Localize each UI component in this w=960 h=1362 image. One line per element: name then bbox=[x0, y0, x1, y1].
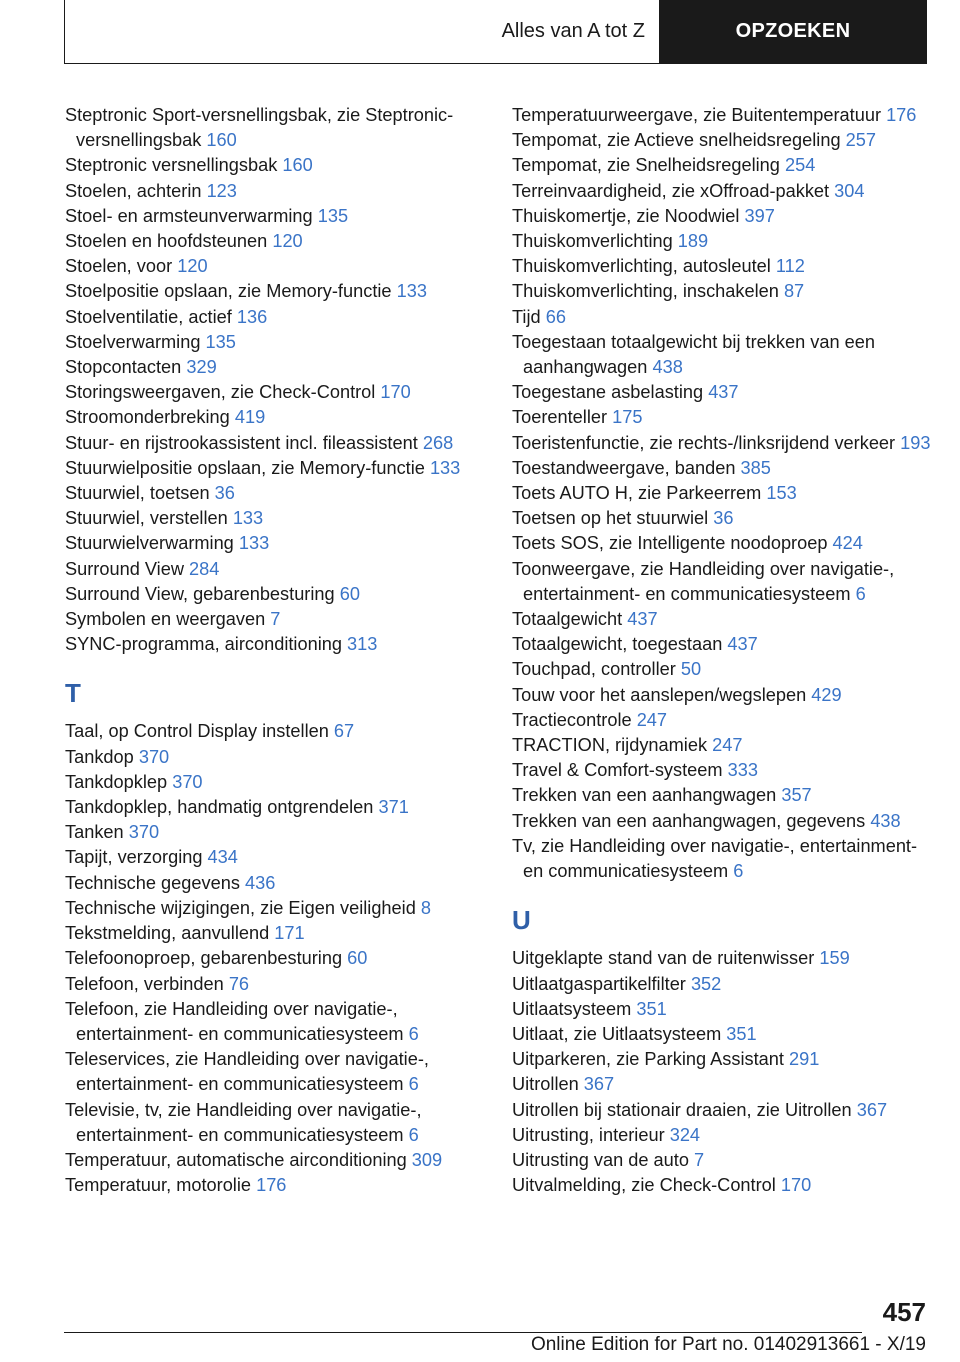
index-entry bbox=[512, 204, 932, 229]
index-entry bbox=[65, 845, 485, 870]
index-entry bbox=[65, 305, 485, 330]
page-link[interactable]: 357 bbox=[781, 785, 812, 806]
index-entry bbox=[65, 820, 485, 845]
page-link[interactable]: 193 bbox=[900, 432, 931, 453]
page-link[interactable]: 120 bbox=[272, 231, 303, 252]
page-link[interactable]: 7 bbox=[694, 1149, 705, 1170]
index-entry-text: Teleservices, zie Handleiding over navigatie-, entertainment- en communicatiesysteem bbox=[65, 1049, 429, 1095]
index-entry-text: Surround View bbox=[65, 558, 184, 579]
index-column-left bbox=[65, 103, 485, 1198]
page-link[interactable]: 313 bbox=[347, 634, 378, 655]
index-entry bbox=[65, 103, 485, 153]
index-column-right bbox=[512, 103, 932, 1198]
index-entry-text: SYNC-programma, airconditioning bbox=[65, 634, 342, 655]
index-entry-text: Tekstmelding, aanvullend bbox=[65, 923, 270, 944]
page-link[interactable]: 385 bbox=[740, 457, 771, 478]
index-entry bbox=[65, 1148, 485, 1173]
index-entry-text: Toegestaan totaalgewicht bij trekken van een aanhangwagen bbox=[512, 331, 875, 378]
page-link[interactable]: 6 bbox=[408, 1074, 419, 1095]
page-link[interactable]: 333 bbox=[727, 760, 758, 781]
index-entry bbox=[512, 972, 932, 997]
page-link[interactable]: 6 bbox=[408, 1023, 419, 1044]
index-entry-text: Uitrusting, interieur bbox=[512, 1124, 665, 1145]
page-link[interactable]: 36 bbox=[214, 483, 235, 504]
index-entry-text: Toerenteller bbox=[512, 407, 608, 428]
index-entry bbox=[65, 896, 485, 921]
index-entry bbox=[512, 531, 932, 556]
page-link[interactable]: 268 bbox=[422, 432, 454, 453]
page-link[interactable]: 438 bbox=[870, 810, 901, 831]
index-entry bbox=[65, 405, 485, 430]
index-list-t bbox=[65, 719, 485, 1198]
index-entry-text: Stoelverwarming bbox=[65, 331, 201, 352]
index-entry bbox=[512, 1072, 932, 1097]
index-entry-text: Symbolen en weergaven bbox=[65, 609, 266, 630]
index-entry bbox=[512, 456, 932, 481]
index-entry-text: Temperatuur, automatische airconditioning bbox=[65, 1149, 407, 1170]
index-entry-text: Uitvalmelding, zie Check-Control bbox=[512, 1175, 776, 1196]
index-entry bbox=[512, 128, 932, 153]
page-link[interactable]: 6 bbox=[855, 583, 866, 604]
index-entry-text: Toets SOS, zie Intelligente noodoproep bbox=[512, 533, 828, 554]
page-link[interactable]: 66 bbox=[545, 306, 566, 327]
index-entry bbox=[65, 770, 485, 795]
index-letter-t: T bbox=[65, 678, 81, 709]
index-entry bbox=[65, 946, 485, 971]
index-entry bbox=[512, 607, 932, 632]
page-link[interactable]: 87 bbox=[783, 281, 805, 302]
index-entry-text: Thuiskomertje, zie Noodwiel bbox=[512, 205, 740, 226]
index-entry bbox=[512, 683, 932, 708]
index-entry bbox=[512, 431, 932, 456]
index-list-t-continued bbox=[512, 103, 932, 884]
index-entry bbox=[65, 481, 485, 506]
index-entry-text: Uitlaat, zie Uitlaatsysteem bbox=[512, 1023, 722, 1044]
index-entry-text: Travel & Comfort-systeem bbox=[512, 760, 723, 781]
index-entry bbox=[512, 997, 932, 1022]
index-entry bbox=[65, 745, 485, 770]
index-entry-text: Stuurwielverwarming bbox=[65, 533, 234, 554]
index-entry-text: TRACTION, rijdynamiek bbox=[512, 735, 708, 756]
index-entry bbox=[65, 380, 485, 405]
page-link[interactable]: 123 bbox=[206, 180, 237, 201]
page-link[interactable]: 324 bbox=[669, 1124, 701, 1145]
index-entry-text: Uitlaatgaspartikelfilter bbox=[512, 973, 686, 994]
index-entry-text: Stoelpositie opslaan, zie Memory-functie bbox=[65, 281, 392, 302]
page-link[interactable]: 133 bbox=[232, 508, 264, 529]
index-entry-text: Trekken van een aanhangwagen, gegevens bbox=[512, 810, 866, 831]
opzoeken-tab[interactable]: OPZOEKEN bbox=[660, 0, 926, 63]
index-entry bbox=[65, 1173, 485, 1198]
index-entry bbox=[512, 279, 932, 304]
page-link[interactable]: 160 bbox=[206, 130, 237, 151]
index-entry-text: Stoel- en armsteunverwarming bbox=[65, 205, 313, 226]
index-entry-text: Tapijt, verzorging bbox=[65, 847, 203, 868]
footer-divider bbox=[64, 1332, 862, 1333]
index-entry bbox=[65, 972, 485, 997]
page-link[interactable]: 176 bbox=[886, 105, 917, 125]
index-entry-text: Tankdopklep bbox=[65, 771, 168, 792]
index-entry-text: Technische gegevens bbox=[65, 872, 240, 893]
page-link[interactable]: 434 bbox=[207, 847, 238, 868]
index-entry bbox=[512, 153, 932, 178]
index-entry-text: Stuurwielpositie opslaan, zie Memory-functie bbox=[65, 457, 425, 478]
page-link[interactable]: 438 bbox=[652, 357, 683, 378]
index-entry bbox=[65, 153, 485, 178]
page-link[interactable]: 437 bbox=[727, 634, 758, 655]
index-entry-text: Stopcontacten bbox=[65, 357, 182, 378]
page-link[interactable]: 397 bbox=[744, 205, 775, 226]
page-link[interactable]: 133 bbox=[238, 533, 270, 554]
index-entry bbox=[65, 921, 485, 946]
index-entry-text: Thuiskomverlichting, autosleutel bbox=[512, 256, 771, 277]
page-link[interactable]: 436 bbox=[244, 872, 276, 893]
page-link[interactable]: 136 bbox=[236, 306, 268, 327]
index-entry bbox=[512, 380, 932, 405]
index-entry-text: Uitrollen bij stationair draaien, zie Uitrollen bbox=[512, 1099, 852, 1120]
index-entry bbox=[512, 103, 932, 128]
page-link[interactable]: 76 bbox=[228, 973, 250, 994]
index-entry bbox=[512, 1148, 932, 1173]
index-entry bbox=[65, 179, 485, 204]
index-entry-text: Tractiecontrole bbox=[512, 709, 632, 730]
index-entry-text: Storingsweergaven, zie Check-Control bbox=[65, 382, 376, 403]
index-entry bbox=[512, 946, 932, 971]
index-entry-text: Toetsen op het stuurwiel bbox=[512, 508, 709, 529]
page-link[interactable]: 351 bbox=[726, 1023, 757, 1044]
page-number: 457 bbox=[882, 1297, 926, 1327]
page-link[interactable]: 135 bbox=[317, 205, 349, 226]
index-entry-text: Tankdop bbox=[65, 746, 134, 767]
index-entry-text: Toeristenfunctie, zie rechts-/linksrijdend verkeer bbox=[512, 432, 896, 453]
index-entry bbox=[512, 557, 932, 607]
page-link[interactable]: 67 bbox=[333, 721, 355, 742]
index-entry-text: Steptronic versnellingsbak bbox=[65, 155, 278, 176]
index-entry bbox=[65, 531, 485, 556]
index-entry-text: Thuiskomverlichting, inschakelen bbox=[512, 281, 779, 302]
index-entry bbox=[512, 229, 932, 254]
index-entry bbox=[65, 1098, 485, 1148]
index-entry bbox=[512, 733, 932, 758]
page-link[interactable]: 284 bbox=[189, 558, 220, 579]
index-entry bbox=[512, 1123, 932, 1148]
index-entry-text: Stuurwiel, toetsen bbox=[65, 483, 210, 504]
page-link[interactable]: 429 bbox=[811, 684, 842, 705]
index-entry bbox=[65, 1047, 485, 1097]
index-entry-text: Uitrusting van de auto bbox=[512, 1149, 689, 1170]
index-entry-text: Thuiskomverlichting bbox=[512, 231, 673, 252]
page-link[interactable]: 254 bbox=[784, 155, 816, 176]
index-entry-text: Tempomat, zie Actieve snelheidsregeling bbox=[512, 130, 841, 151]
index-entry-text: Trekken van een aanhangwagen bbox=[512, 785, 777, 806]
index-entry-text: Tanken bbox=[65, 822, 124, 843]
index-entry bbox=[512, 834, 932, 884]
page-link[interactable]: 367 bbox=[583, 1074, 615, 1095]
index-entry-text: Totaalgewicht, toegestaan bbox=[512, 634, 723, 655]
index-letter-u: U bbox=[512, 905, 531, 936]
page-link[interactable]: 247 bbox=[712, 735, 743, 756]
index-entry bbox=[512, 481, 932, 506]
index-entry-text: Toegestane asbelasting bbox=[512, 382, 704, 403]
footer-edition: Online Edition for Part no. 01402913661 - X/19 bbox=[530, 1334, 926, 1355]
page-link[interactable]: 175 bbox=[612, 407, 643, 428]
page-link[interactable]: 371 bbox=[378, 797, 409, 818]
page-link[interactable]: 437 bbox=[708, 382, 739, 403]
index-entry bbox=[512, 758, 932, 783]
index-entry-text: Totaalgewicht bbox=[512, 609, 623, 630]
index-entry bbox=[512, 657, 932, 682]
page-link[interactable]: 291 bbox=[789, 1049, 820, 1070]
page-link[interactable]: 170 bbox=[780, 1175, 812, 1196]
index-entry bbox=[512, 254, 932, 279]
page-link[interactable]: 424 bbox=[832, 533, 863, 554]
index-entry-text: Tv, zie Handleiding over navigatie-, entertainment- en communicatiesysteem bbox=[512, 835, 918, 882]
index-entry bbox=[512, 405, 932, 430]
page-link[interactable]: 133 bbox=[396, 281, 427, 302]
index-entry bbox=[65, 330, 485, 355]
index-entry bbox=[512, 632, 932, 657]
index-entry-text: Surround View, gebarenbesturing bbox=[65, 583, 335, 604]
index-entry-text: Technische wijzigingen, zie Eigen veiligheid bbox=[65, 897, 416, 918]
index-entry-text: Toestandweergave, banden bbox=[512, 457, 736, 478]
page-link[interactable]: 133 bbox=[429, 457, 461, 478]
page-link[interactable]: 60 bbox=[347, 948, 368, 969]
index-entry bbox=[65, 997, 485, 1047]
index-entry-text: Tempomat, zie Snelheidsregeling bbox=[512, 155, 780, 176]
index-entry bbox=[65, 355, 485, 380]
section-title: Alles van A tot Z bbox=[65, 0, 660, 63]
index-entry-text: Temperatuurweergave, zie Buitentemperatuur bbox=[512, 105, 881, 125]
index-entry-text: Uitrollen bbox=[512, 1074, 579, 1095]
page-header bbox=[64, 0, 927, 64]
index-entry-text: Tijd bbox=[512, 306, 541, 327]
page-link[interactable]: 159 bbox=[819, 948, 850, 969]
page-link[interactable]: 189 bbox=[677, 231, 709, 252]
index-entry-text: Telefoon, verbinden bbox=[65, 973, 224, 994]
index-entry-text: Uitgeklapte stand van de ruitenwisser bbox=[512, 948, 815, 969]
page-link[interactable]: 176 bbox=[256, 1175, 287, 1196]
page-link[interactable]: 120 bbox=[177, 256, 208, 277]
page-link[interactable]: 309 bbox=[411, 1149, 443, 1170]
index-entry bbox=[65, 719, 485, 744]
index-entry-text: Stuurwiel, verstellen bbox=[65, 508, 228, 529]
index-entry-text: Uitlaatsysteem bbox=[512, 998, 632, 1019]
page-link[interactable]: 247 bbox=[636, 709, 668, 730]
index-entry bbox=[512, 305, 932, 330]
index-entry bbox=[65, 279, 485, 304]
page-link[interactable]: 170 bbox=[380, 382, 411, 403]
page-link[interactable]: 257 bbox=[845, 130, 876, 151]
index-entry-text: Tankdopklep, handmatig ontgrendelen bbox=[65, 797, 374, 818]
index-entry bbox=[512, 1047, 932, 1072]
index-entry bbox=[65, 506, 485, 531]
index-entry-text: Stoelen, voor bbox=[65, 256, 173, 277]
index-entry bbox=[512, 1022, 932, 1047]
index-entry-text: Temperatuur, motorolie bbox=[65, 1175, 252, 1196]
index-entry-text: Terreinvaardigheid, zie xOffroad-pakket bbox=[512, 180, 830, 201]
index-entry bbox=[512, 708, 932, 733]
index-entry bbox=[512, 1173, 932, 1198]
index-entry-text: Stroomonderbreking bbox=[65, 407, 230, 428]
index-entry bbox=[512, 1098, 932, 1123]
page-link[interactable]: 135 bbox=[205, 331, 236, 352]
page-link[interactable]: 370 bbox=[138, 746, 170, 767]
index-entry bbox=[65, 871, 485, 896]
page-link[interactable]: 367 bbox=[856, 1099, 888, 1120]
page-link[interactable]: 8 bbox=[420, 897, 432, 918]
index-entry-text: Televisie, tv, zie Handleiding over navigatie-, entertainment- en communicatiesysteem bbox=[65, 1099, 422, 1145]
page-link[interactable]: 370 bbox=[128, 822, 160, 843]
index-entry-text: Toonweergave, zie Handleiding over navigatie-, entertainment- en communicatiesysteem bbox=[512, 558, 895, 604]
index-entry bbox=[512, 179, 932, 204]
page-link[interactable]: 50 bbox=[680, 659, 702, 680]
page-link[interactable]: 7 bbox=[270, 609, 281, 630]
page-link[interactable]: 153 bbox=[766, 483, 797, 504]
page-link[interactable]: 60 bbox=[339, 583, 360, 604]
index-entry bbox=[65, 204, 485, 229]
index-entry-text: Toets AUTO H, zie Parkeerrem bbox=[512, 483, 762, 504]
index-entry bbox=[65, 254, 485, 279]
index-entry bbox=[65, 557, 485, 582]
page-link[interactable]: 171 bbox=[274, 923, 305, 944]
page-link[interactable]: 351 bbox=[636, 998, 667, 1019]
index-entry bbox=[65, 607, 485, 632]
index-entry bbox=[65, 632, 485, 657]
index-list-u bbox=[512, 946, 932, 1198]
index-entry bbox=[512, 809, 932, 834]
index-entry bbox=[65, 795, 485, 820]
index-entry bbox=[65, 431, 485, 456]
page-link[interactable]: 329 bbox=[186, 357, 217, 378]
index-entry-text: Steptronic Sport-versnellingsbak, zie Steptronic-versnellingsbak bbox=[65, 105, 454, 151]
page-link[interactable]: 160 bbox=[282, 155, 313, 176]
page-link[interactable]: 6 bbox=[733, 861, 744, 882]
index-entry bbox=[512, 506, 932, 531]
index-entry-text: Taal, op Control Display instellen bbox=[65, 721, 329, 742]
page-link[interactable]: 36 bbox=[713, 508, 734, 529]
index-entry-text: Uitparkeren, zie Parking Assistant bbox=[512, 1049, 784, 1070]
index-entry bbox=[65, 229, 485, 254]
index-entry bbox=[65, 456, 485, 481]
index-entry-text: Telefoonoproep, gebarenbesturing bbox=[65, 948, 343, 969]
index-entry-text: Stoelen, achterin bbox=[65, 180, 202, 201]
index-entry-text: Touw voor het aanslepen/wegslepen bbox=[512, 684, 807, 705]
page-link[interactable]: 304 bbox=[834, 180, 865, 201]
index-entry bbox=[512, 783, 932, 808]
index-entry-text: Stuur- en rijstrookassistent incl. fileassistent bbox=[65, 432, 418, 453]
index-entry-text: Stoelen en hoofdsteunen bbox=[65, 231, 268, 252]
index-entry-text: Touchpad, controller bbox=[512, 659, 676, 680]
page-link[interactable]: 6 bbox=[408, 1124, 419, 1145]
page-link[interactable]: 419 bbox=[234, 407, 266, 428]
index-list-s bbox=[65, 103, 485, 657]
page-link[interactable]: 352 bbox=[690, 973, 722, 994]
index-entry-text: Telefoon, zie Handleiding over navigatie-, entertainment- en communicatiesysteem bbox=[65, 998, 404, 1044]
index-entry bbox=[65, 582, 485, 607]
index-entry bbox=[512, 330, 932, 380]
page-link[interactable]: 112 bbox=[775, 256, 805, 277]
page-link[interactable]: 370 bbox=[172, 771, 203, 792]
index-entry-text: Stoelventilatie, actief bbox=[65, 306, 232, 327]
page-link[interactable]: 437 bbox=[627, 609, 658, 630]
